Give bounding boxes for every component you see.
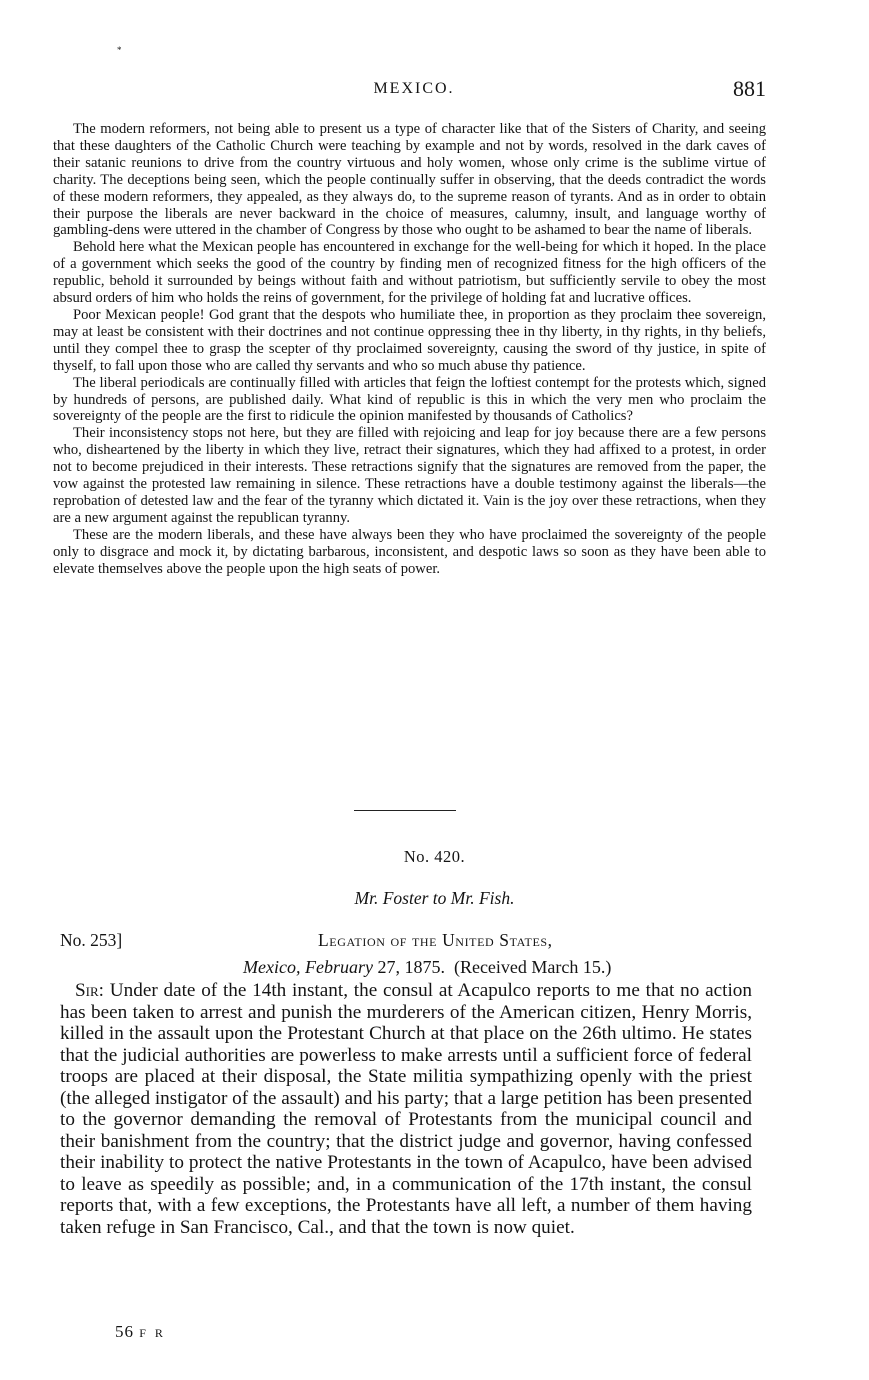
dateline-place: Mexico, bbox=[243, 957, 301, 977]
section-divider bbox=[354, 810, 456, 811]
paragraph: These are the modern liberals, and these have always been they who have proclaimed the sovereignty of the people only to disgrace and mock it, by dictating barbarous, inconsistent, and despotic laws so soon as they have been able to elevate themselves above the people upon the high seats of power. bbox=[53, 526, 766, 577]
salutation: Sir bbox=[75, 980, 99, 1001]
dateline-day-year: 27, 1875. bbox=[372, 957, 445, 977]
dispatch-number: No. 253] bbox=[60, 930, 123, 950]
letter-body bbox=[60, 980, 752, 1238]
signature-letters: F R bbox=[139, 1326, 166, 1340]
signature-number: 56 bbox=[115, 1322, 134, 1341]
letter-paragraph bbox=[60, 980, 752, 1238]
paragraph: The liberal periodicals are continually filled with articles that feign the loftiest contempt for the protests which, signed by hundreds of persons, are published daily. What kind of republic is this in which the very men who proclaim the sovereignty of the people are the first to ridicule the opinion manifested by thousands of Catholics? bbox=[53, 374, 766, 425]
paragraph: Poor Mexican people! God grant that the despots who humiliate thee, in proportion as they proclaim thee sovereign, may at least be consistent with their doctrines and not continue oppressing thee in thy liberty, in thy rights, in thy beliefs, until they compel thee to grasp the scepter of thy proclaimed sovereignty, causing the sword of thy justice, in spite of thyself, to fall upon those who are called thy servants and who so much abuse thy patience. bbox=[53, 306, 766, 374]
legation-heading: Legation of the United States, bbox=[318, 930, 553, 950]
preceding-text bbox=[53, 121, 766, 577]
paragraph: Their inconsistency stops not here, but they are filled with rejoicing and leap for joy because there are a few persons who, disheartened by the liberty in which they live, retract their signatures, which they had affixed to a protest, in order not to become prejudiced in their interests. These retractions signify that the signatures are removed from the paper, the vow against the protested law remaining in silence. These retractions have a double testimony against the liberals—the reprobation of detested law and the fear of the tyranny which dictated it. Vain is the joy over these retractions, when they are a new argument against the republican tyranny. bbox=[53, 425, 766, 526]
page-number: 881 bbox=[733, 76, 766, 101]
dateline-month: February bbox=[304, 957, 373, 977]
running-head bbox=[60, 76, 768, 102]
paragraph: The modern reformers, not being able to present us a type of character like that of the Sisters of Charity, and seeing that these daughters of the Catholic Church were teaching by example and not by words, resolved in the dark caves of their satanic reunions to drive from the country virtuous and holy women, whose only crime is the sublime virtue of charity. The deceptions being seen, which the people continually suffer in observing, that the deeds contradict the words of these modern reformers, they appealed, as they always do, to the supreme reason of tyrants. And as in order to obtain their purpose the liberals are never backward in the choice of measures, calumny, insult, and language worthy of gambling-dens were uttered in the chamber of Congress by those who ought to be ashamed to bear the name of liberals. bbox=[53, 121, 766, 239]
letter-text: : Under date of the 14th instant, the consul at Acapulco reports to me that no action has been taken to arrest and punish the murderers of the American citizen, Henry Morris, killed in the assault upon the Protestant Church at that place on the 26th ultimo. He states that the judicial authorities are powerless to make arrests until a sufficient force of federal troops are placed at their disposal, the State militia sympathizing openly with the priest (the alleged instigator of the assault) and his party; that a large petition has been presented to the governor demanding the removal of Protestants from the municipal council and their banishment from the country; that the district judge and governor, having confessed their inability to protect the native Protestants in the town of Acapulco, have been advised to leave as speedily as possible; and, in a communication of the 17th instant, the consul reports that, with a few exceptions, the Protestants have all left, a number of them having taken refuge in San Francisco, Cal., and that the town is now quiet. bbox=[60, 980, 752, 1238]
running-title: MEXICO. bbox=[373, 80, 455, 97]
received-note: (Received March 15.) bbox=[453, 957, 612, 977]
document-number: No. 420. bbox=[403, 847, 466, 866]
ink-speck: * bbox=[117, 45, 122, 55]
signature-mark bbox=[115, 1322, 166, 1342]
dateline bbox=[243, 957, 611, 978]
paragraph: Behold here what the Mexican people has encountered in exchange for the well-being for which it hoped. In the place of a government which seeks the good of the country by finding men of recognized fitness for the high officers of the republic, behold it surrounded by beings without faith and without patriotism, but sufficiently servile to obey the most absurd orders of him who holds the reins of government, for the privilege of holding fat and lucrative offices. bbox=[53, 239, 766, 307]
document-heading: Mr. Foster to Mr. Fish. bbox=[354, 888, 515, 908]
